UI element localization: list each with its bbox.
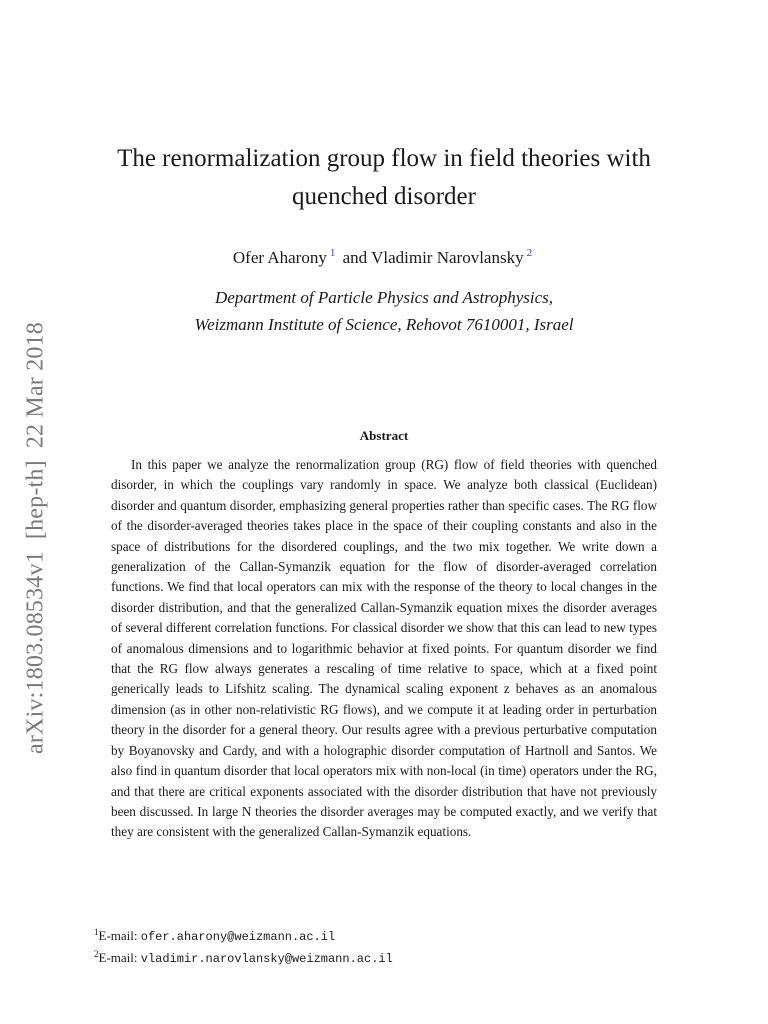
footnote-1-mark: 1 [94,927,99,937]
author-separator: and [342,248,368,267]
abstract-heading: Abstract [359,428,409,443]
author-name-2: Vladimir Narovlansky [371,248,524,267]
footnote-1 [94,924,393,946]
footnote-2 [94,946,393,968]
footnote-2-label: E-mail: [98,950,138,965]
author-line [84,242,684,269]
arxiv-category: [hep-th] [22,460,49,540]
paper-title: The renormalization group flow in field theories with quenched disorder [117,145,651,210]
footnote-1-label: E-mail: [98,928,138,943]
arxiv-identifier-stamp [23,310,50,754]
footnote-marker-2[interactable]: 2 [526,247,533,259]
email-link-1[interactable]: ofer.aharony@weizmann.ac.il [140,930,336,944]
arxiv-date: 22 Mar 2018 [22,321,49,449]
author-name-1: Ofer Aharony [232,248,327,267]
footnotes [94,924,393,968]
affiliation [84,284,684,338]
affiliation-line-1: Department of Particle Physics and Astrophysics, [214,288,554,307]
abstract-text: In this paper we analyze the renormalization group (RG) flow of field theories with quenched disorder, in which the couplings vary randomly in space. We analyze both classical (Euclidean) disorder and quantum disorder, emphasizing general properties rather than specific cases. The RG flow of the disorder-averaged theories takes place in the space of their coupling constants and also in the space of distributions for the disordered couplings, and the two mix together. We write down a generalization of the Callan-Symanzik equation for the flow of disorder-averaged correlation functions. We find that local operators can mix with the response of the theory to local changes in the disorder distribution, and that the generalized Callan-Symanzik equation mixes the disorder averages of several different correlation functions. For classical disorder we show that this can lead to new types of anomalous dimensions and to logarithmic behavior at fixed points. For quantum disorder we find that the RG flow always generates a rescaling of time relative to space, which at a fixed point generically leads to Lifshitz scaling. The dynamical scaling exponent z behaves as an anomalous dimension (as in other non-relativistic RG flows), and we compute it at leading order in perturbation theory in the disorder for a general theory. Our results agree with a previous perturbative computation by Boyanovsky and Cardy, and with a holographic disorder computation of Hartnoll and Santos. We also find in quantum disorder that local operators mix with non-local (in time) operators under the RG, and that there are critical exponents associated with the disorder distribution that have not previously been discussed. In large N theories the disorder averages may be computed exactly, and we verify that they are consistent with the generalized Callan-Symanzik equations. [111,457,657,840]
footnote-2-mark: 2 [94,949,99,959]
footnote-marker-1[interactable]: 1 [329,247,336,259]
arxiv-id: arXiv:1803.08534v1 [22,551,49,755]
email-link-2[interactable]: vladimir.narovlansky@weizmann.ac.il [140,952,393,966]
affiliation-line-2: Weizmann Institute of Science, Rehovot 7610001, Israel [194,315,574,334]
